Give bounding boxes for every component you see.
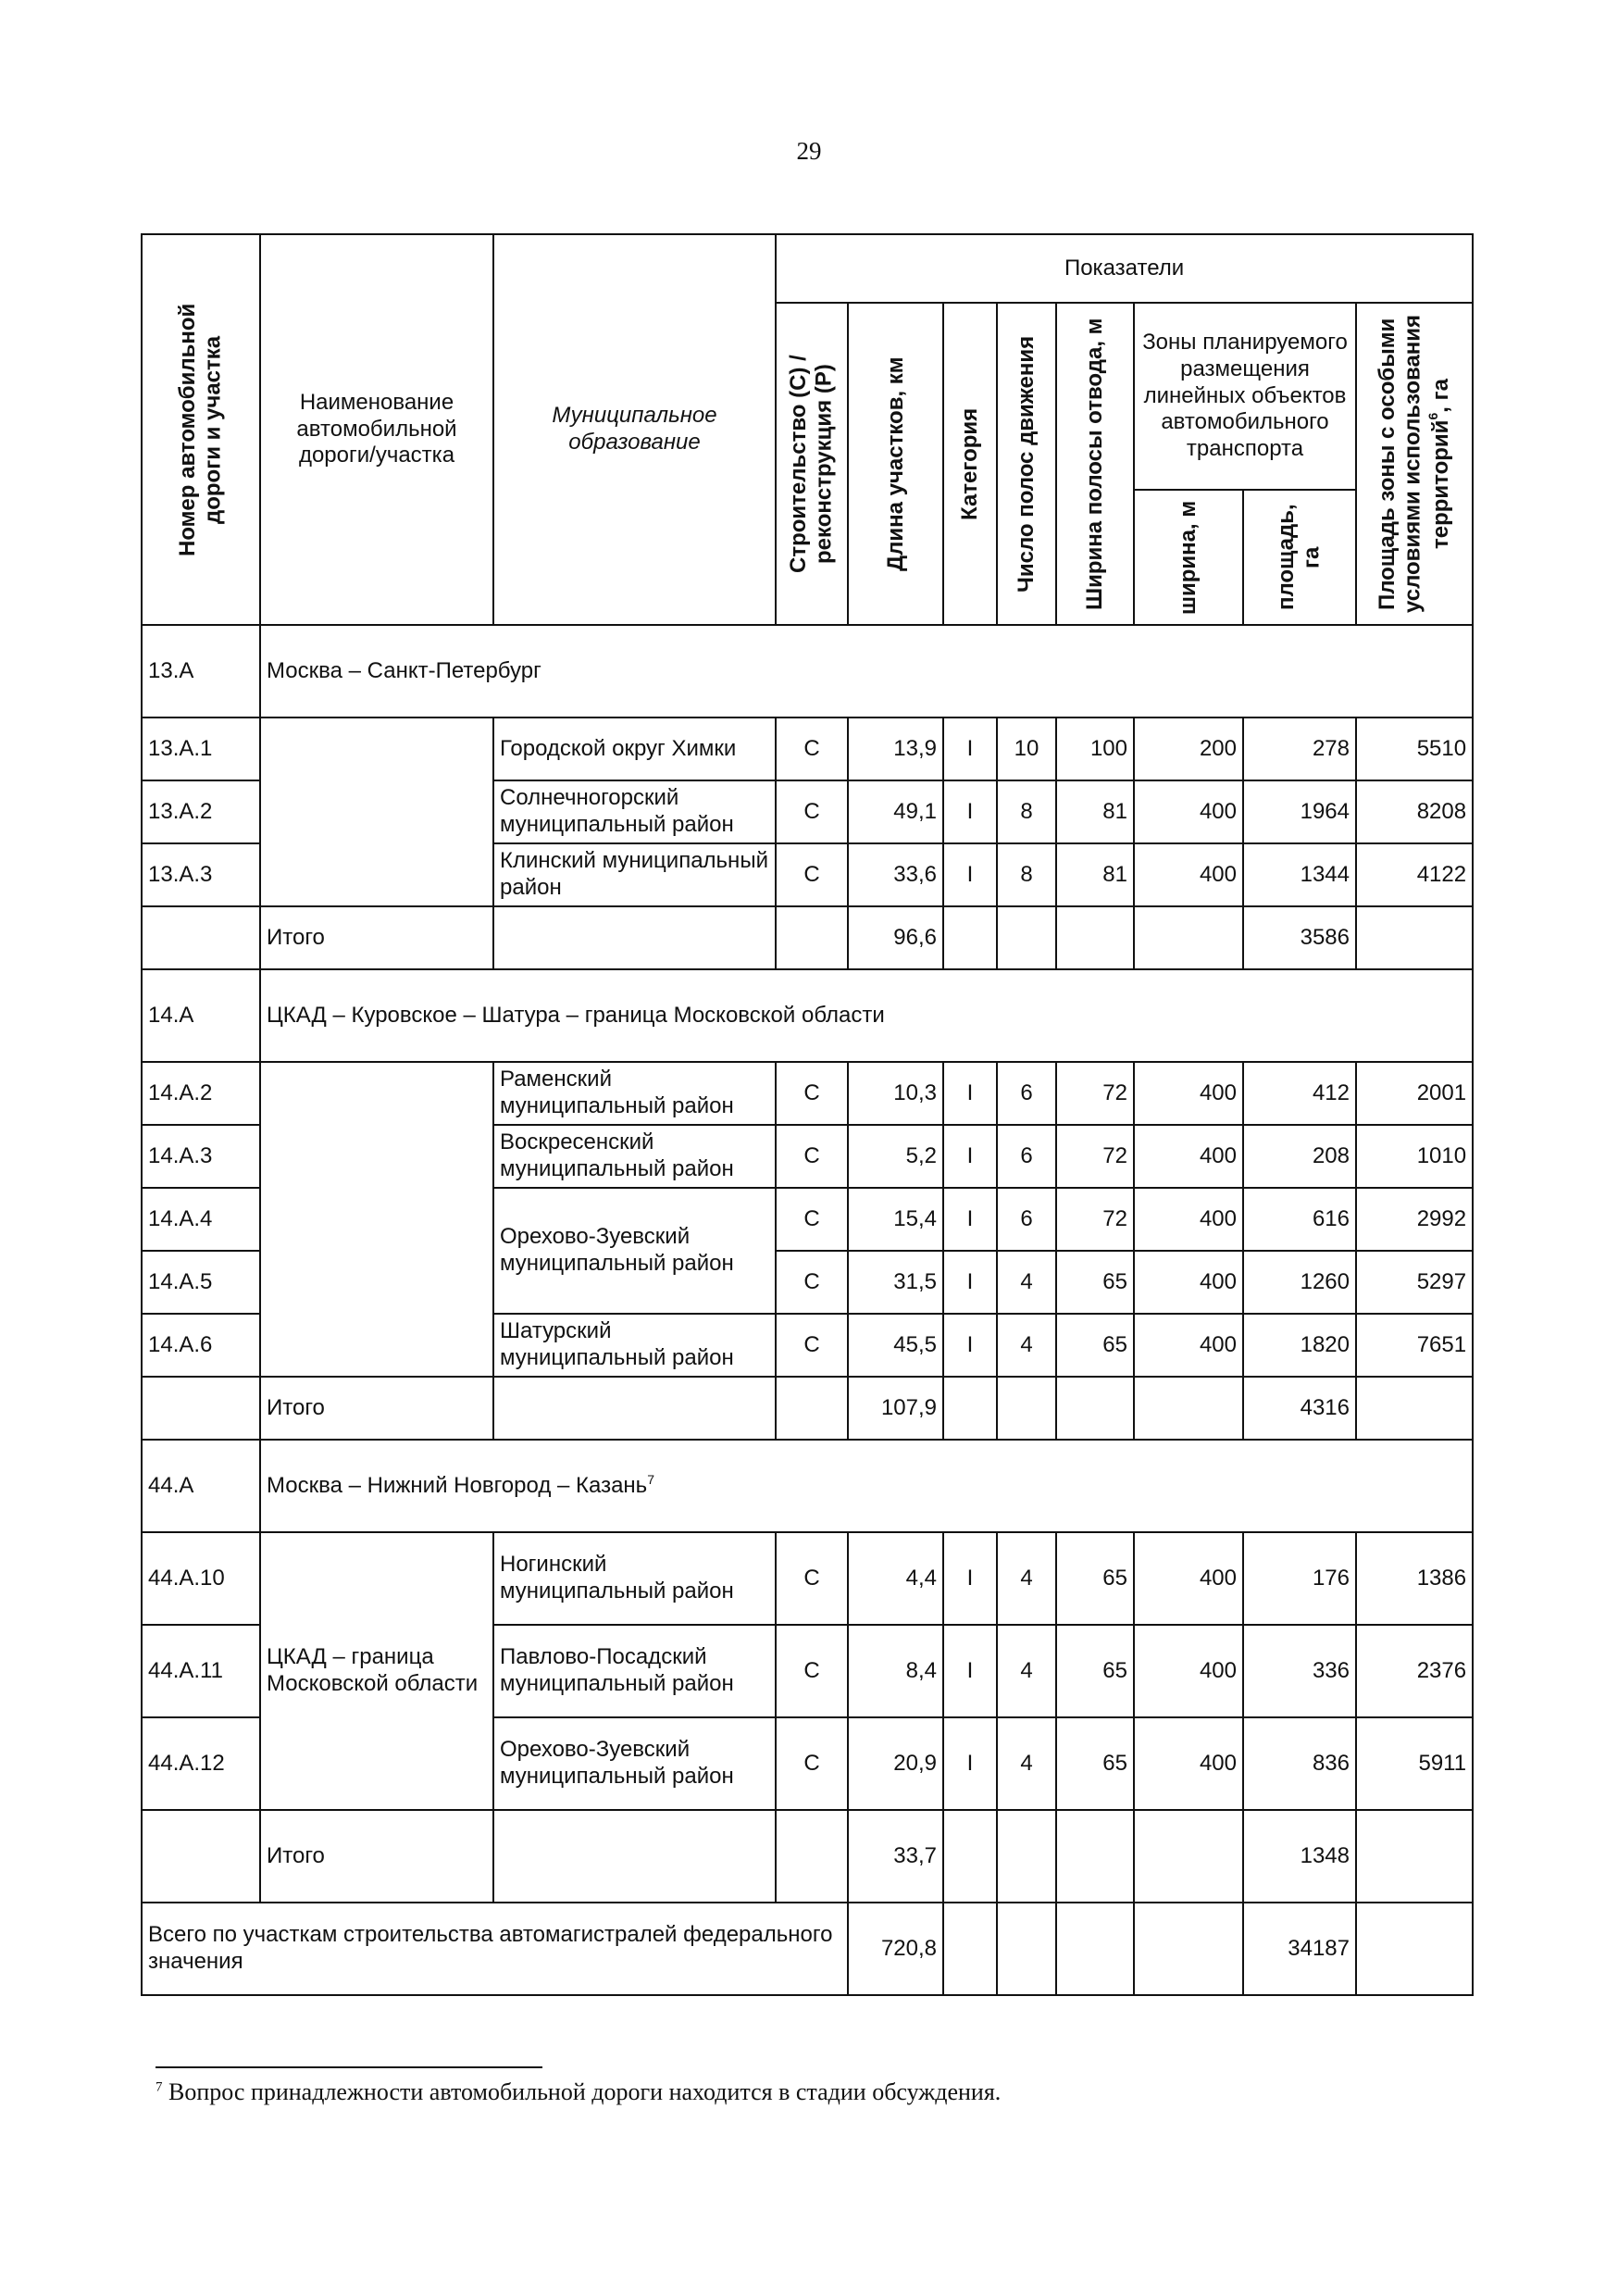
lanes-cell: 4	[997, 1717, 1056, 1810]
zone-area-cell: 836	[1243, 1717, 1356, 1810]
zone-width-cell: 400	[1134, 1188, 1243, 1251]
group-row-13a	[142, 625, 1473, 718]
col-header-zone-width: ширина, м	[1134, 490, 1243, 625]
zone-area-cell: 412	[1243, 1062, 1356, 1125]
row-code: 13.А.1	[142, 718, 260, 780]
group-name: Москва – Санкт-Петербург	[260, 625, 1473, 718]
page-number: 29	[796, 137, 822, 165]
construction-cell: С	[776, 718, 848, 780]
row-code: 13.А.2	[142, 780, 260, 843]
construction-cell: С	[776, 843, 848, 906]
length-cell: 20,9	[848, 1717, 943, 1810]
total-length: 96,6	[848, 906, 943, 969]
length-cell: 10,3	[848, 1062, 943, 1125]
row-width-cell: 81	[1056, 843, 1134, 906]
zone-area-cell: 176	[1243, 1532, 1356, 1625]
lanes-cell: 6	[997, 1062, 1056, 1125]
construction-cell: С	[776, 780, 848, 843]
col-header-indicators: Показатели	[776, 234, 1473, 303]
municipality-cell: Воскресенский муниципальный район	[493, 1125, 776, 1188]
length-cell: 33,6	[848, 843, 943, 906]
total-length: 107,9	[848, 1377, 943, 1440]
row-width-cell: 72	[1056, 1125, 1134, 1188]
municipality-cell: Городской округ Химки	[493, 718, 776, 780]
category-cell: I	[943, 780, 997, 843]
length-cell: 13,9	[848, 718, 943, 780]
row-code: 14.А.6	[142, 1314, 260, 1377]
table-row	[142, 1062, 1473, 1125]
special-area-cell: 5911	[1356, 1717, 1473, 1810]
row-width-cell: 65	[1056, 1532, 1134, 1625]
construction-cell: С	[776, 1125, 848, 1188]
special-area-cell: 7651	[1356, 1314, 1473, 1377]
zone-width-cell: 400	[1134, 1532, 1243, 1625]
col-header-construction: Строительство (С) / реконструкция (Р)	[776, 303, 848, 625]
total-length: 33,7	[848, 1810, 943, 1903]
construction-cell: С	[776, 1314, 848, 1377]
category-cell: I	[943, 1625, 997, 1717]
special-area-cell: 5510	[1356, 718, 1473, 780]
special-area-cell: 5297	[1356, 1251, 1473, 1314]
category-cell: I	[943, 1717, 997, 1810]
total-label: Итого	[260, 1810, 493, 1903]
municipality-cell: Орехово-Зуевский муниципальный район	[493, 1188, 776, 1314]
total-zone-area: 1348	[1243, 1810, 1356, 1903]
municipality-cell: Орехово-Зуевский муниципальный район	[493, 1717, 776, 1810]
road-name-cell	[260, 1062, 493, 1377]
header-row-1	[142, 234, 1473, 303]
footnote-separator	[156, 2066, 542, 2068]
col-header-zones: Зоны планируемого размещения линейных объектов автомобильного транспорта	[1134, 303, 1356, 490]
zone-area-cell: 1964	[1243, 780, 1356, 843]
special-area-cell: 2001	[1356, 1062, 1473, 1125]
row-code: 44.А.12	[142, 1717, 260, 1810]
row-width-cell: 81	[1056, 780, 1134, 843]
total-row	[142, 1810, 1473, 1903]
zone-width-cell: 400	[1134, 1717, 1243, 1810]
lanes-cell: 4	[997, 1625, 1056, 1717]
grand-total-label: Всего по участкам строительства автомагистралей федерального значения	[142, 1903, 848, 1995]
category-cell: I	[943, 1314, 997, 1377]
municipality-cell: Шатурский муниципальный район	[493, 1314, 776, 1377]
municipality-cell: Павлово-Посадский муниципальный район	[493, 1625, 776, 1717]
length-cell: 15,4	[848, 1188, 943, 1251]
col-header-length: Длина участков, км	[848, 303, 943, 625]
zone-area-cell: 616	[1243, 1188, 1356, 1251]
total-row	[142, 1377, 1473, 1440]
zone-width-cell: 400	[1134, 1625, 1243, 1717]
group-code: 44.А	[142, 1440, 260, 1532]
row-code: 14.А.5	[142, 1251, 260, 1314]
total-label: Итого	[260, 906, 493, 969]
category-cell: I	[943, 1532, 997, 1625]
grand-total-row	[142, 1903, 1473, 1995]
group-name: ЦКАД – Куровское – Шатура – граница Московской области	[260, 969, 1473, 1062]
municipality-cell: Раменский муниципальный район	[493, 1062, 776, 1125]
category-cell: I	[943, 1062, 997, 1125]
col-header-row-width: Ширина полосы отвода, м	[1056, 303, 1134, 625]
row-width-cell: 65	[1056, 1625, 1134, 1717]
col-header-category: Категория	[943, 303, 997, 625]
zone-width-cell: 400	[1134, 1251, 1243, 1314]
municipality-cell: Клинский муниципальный район	[493, 843, 776, 906]
construction-cell: С	[776, 1188, 848, 1251]
zone-width-cell: 200	[1134, 718, 1243, 780]
roads-table	[141, 233, 1474, 1996]
zone-width-cell: 400	[1134, 780, 1243, 843]
lanes-cell: 8	[997, 843, 1056, 906]
zone-area-cell: 1820	[1243, 1314, 1356, 1377]
row-code: 14.А.3	[142, 1125, 260, 1188]
lanes-cell: 6	[997, 1125, 1056, 1188]
special-area-cell: 2376	[1356, 1625, 1473, 1717]
grand-total-zone-area: 34187	[1243, 1903, 1356, 1995]
row-code: 44.А.10	[142, 1532, 260, 1625]
table-row	[142, 1532, 1473, 1625]
construction-cell: С	[776, 1062, 848, 1125]
col-header-zone-area: площадь, га	[1243, 490, 1356, 625]
total-zone-area: 3586	[1243, 906, 1356, 969]
municipality-cell: Солнечногорский муниципальный район	[493, 780, 776, 843]
group-code: 13.А	[142, 625, 260, 718]
length-cell: 31,5	[848, 1251, 943, 1314]
table-row	[142, 718, 1473, 780]
row-code: 14.А.4	[142, 1188, 260, 1251]
row-width-cell: 65	[1056, 1314, 1134, 1377]
lanes-cell: 4	[997, 1532, 1056, 1625]
lanes-cell: 6	[997, 1188, 1056, 1251]
group-row-14a	[142, 969, 1473, 1062]
total-zone-area: 4316	[1243, 1377, 1356, 1440]
special-area-cell: 8208	[1356, 780, 1473, 843]
category-cell: I	[943, 1188, 997, 1251]
special-area-cell: 4122	[1356, 843, 1473, 906]
zone-width-cell: 400	[1134, 843, 1243, 906]
construction-cell: С	[776, 1532, 848, 1625]
total-row	[142, 906, 1473, 969]
row-width-cell: 72	[1056, 1062, 1134, 1125]
row-width-cell: 65	[1056, 1717, 1134, 1810]
row-code: 14.А.2	[142, 1062, 260, 1125]
col-header-municipality: Муниципальное образование	[493, 234, 776, 625]
special-area-cell: 2992	[1356, 1188, 1473, 1251]
col-header-road-number: Номер автомобильной дороги и участка	[142, 234, 260, 625]
group-row-44a	[142, 1440, 1473, 1532]
zone-width-cell: 400	[1134, 1125, 1243, 1188]
road-name-cell	[260, 718, 493, 906]
construction-cell: С	[776, 1625, 848, 1717]
special-area-cell: 1010	[1356, 1125, 1473, 1188]
grand-total-length: 720,8	[848, 1903, 943, 1995]
lanes-cell: 4	[997, 1314, 1056, 1377]
row-width-cell: 65	[1056, 1251, 1134, 1314]
row-width-cell: 72	[1056, 1188, 1134, 1251]
zone-area-cell: 278	[1243, 718, 1356, 780]
group-code: 14.А	[142, 969, 260, 1062]
row-code: 44.А.11	[142, 1625, 260, 1717]
zone-area-cell: 336	[1243, 1625, 1356, 1717]
group-name: Москва – Нижний Новгород – Казань$^7$	[260, 1440, 1473, 1532]
footnote: $^7$ Вопрос принадлежности автомобильной дороги находится в стадии обсуждения.	[156, 2078, 1002, 2105]
lanes-cell: 4	[997, 1251, 1056, 1314]
lanes-cell: 10	[997, 718, 1056, 780]
row-width-cell: 100	[1056, 718, 1134, 780]
length-cell: 4,4	[848, 1532, 943, 1625]
col-header-road-name: Наименование автомобильной дороги/участка	[260, 234, 493, 625]
col-header-lanes: Число полос движения	[997, 303, 1056, 625]
zone-width-cell: 400	[1134, 1062, 1243, 1125]
zone-width-cell: 400	[1134, 1314, 1243, 1377]
row-code: 13.А.3	[142, 843, 260, 906]
road-name-cell: ЦКАД – граница Московской области	[260, 1532, 493, 1810]
category-cell: I	[943, 718, 997, 780]
col-header-special-area: Площадь зоны с особыми условиями использования территорий$^6$, га	[1356, 303, 1473, 625]
category-cell: I	[943, 843, 997, 906]
special-area-cell: 1386	[1356, 1532, 1473, 1625]
length-cell: 8,4	[848, 1625, 943, 1717]
municipality-cell: Ногинский муниципальный район	[493, 1532, 776, 1625]
category-cell: I	[943, 1125, 997, 1188]
construction-cell: С	[776, 1717, 848, 1810]
length-cell: 49,1	[848, 780, 943, 843]
construction-cell: С	[776, 1251, 848, 1314]
zone-area-cell: 208	[1243, 1125, 1356, 1188]
total-label: Итого	[260, 1377, 493, 1440]
category-cell: I	[943, 1251, 997, 1314]
zone-area-cell: 1260	[1243, 1251, 1356, 1314]
length-cell: 45,5	[848, 1314, 943, 1377]
lanes-cell: 8	[997, 780, 1056, 843]
length-cell: 5,2	[848, 1125, 943, 1188]
zone-area-cell: 1344	[1243, 843, 1356, 906]
